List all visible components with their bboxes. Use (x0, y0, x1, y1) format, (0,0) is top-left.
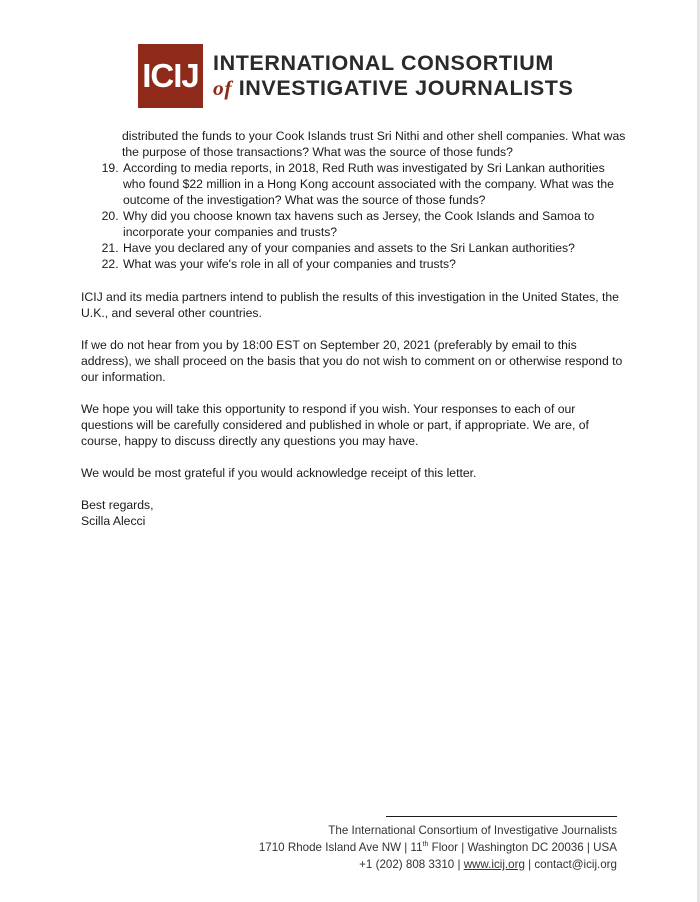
footer-address-pre: 1710 Rhode Island Ave NW | 11 (258, 841, 423, 854)
logo-of: of (213, 75, 233, 100)
questions-list (81, 160, 626, 272)
footer-address-sup: th (422, 841, 429, 849)
icij-logo-mark: ICIJ (138, 44, 203, 108)
footer-address (259, 839, 617, 856)
footer-contact (259, 856, 617, 873)
question-item: 20. Why did you choose known tax havens such as Jersey, the Cook Islands and Samoa to incorporate your companies and trusts? (122, 208, 626, 240)
question-item: 21. Have you declared any of your companies and assets to the Sri Lankan authorities? (122, 240, 626, 256)
footer-address-post: Floor | Washington DC 20036 | USA (428, 841, 617, 854)
logo-line-2 (213, 75, 574, 100)
letter-body (81, 128, 626, 529)
signer-name: Scilla Alecci (81, 514, 146, 528)
icij-logo (138, 44, 573, 108)
closing: Best regards, (81, 498, 154, 512)
question-continuation: distributed the funds to your Cook Islands trust Sri Nithi and other shell companies. What was the purpose of those transactions? What was the source of those funds? (122, 129, 626, 159)
footer-divider (386, 816, 617, 817)
paragraph-deadline: If we do not hear from you by 18:00 EST on September 20, 2021 (preferably by email to this address), we shall proceed on the basis that you do not wish to comment on or otherwise respond to our information. (81, 338, 623, 384)
question-item: 22. What was your wife's role in all of your companies and trusts? (122, 256, 626, 272)
logo-line-2-rest: INVESTIGATIVE JOURNALISTS (238, 75, 574, 100)
footer-email: | contact@icij.org (524, 858, 617, 871)
paragraph-response: We hope you will take this opportunity to respond if you wish. Your responses to each of our questions will be carefully considered and published in whole or part, if appropriate. We are, of course, happy to discuss directly any questions you may have. (81, 402, 589, 448)
footer (259, 822, 617, 873)
paragraph-publication: ICIJ and its media partners intend to publish the results of this investigation in the United States, the U.K., and several other countries. (81, 290, 619, 320)
signature-block (81, 497, 626, 529)
paragraph-acknowledge: We would be most grateful if you would acknowledge receipt of this letter. (81, 466, 477, 480)
icij-logo-wordmark (213, 53, 573, 99)
logo-line-1: INTERNATIONAL CONSORTIUM (213, 51, 554, 75)
footer-phone: +1 (202) 808 3310 | (359, 858, 464, 871)
question-item: 19. According to media reports, in 2018, Red Ruth was investigated by Sri Lankan authorities who found $22 million in a Hong Kong account associated with the company. What was the outcome of the investigation? What was the source of those funds? (122, 160, 626, 208)
footer-website-link[interactable]: www.icij.org (463, 858, 525, 871)
footer-org: The International Consortium of Investigative Journalists (328, 824, 617, 837)
